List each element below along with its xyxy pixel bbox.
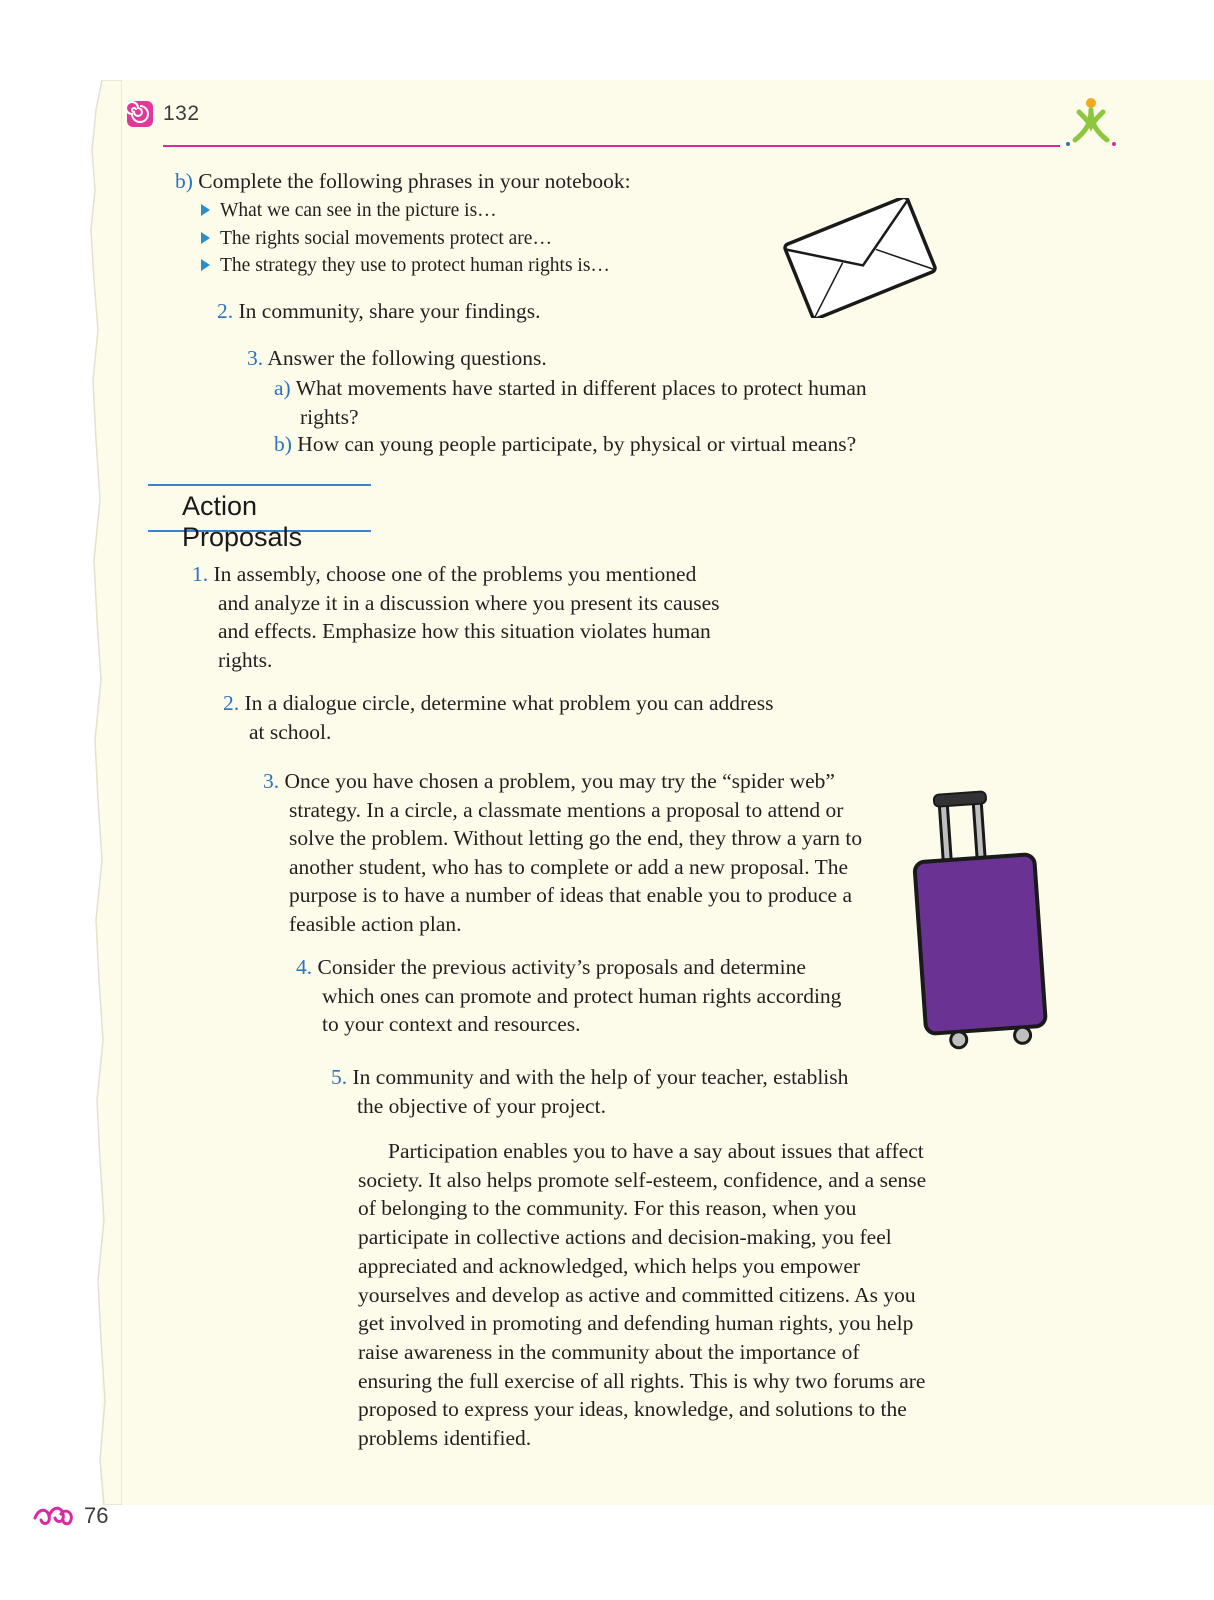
action-step-3 <box>263 767 864 938</box>
header-page-ref: 132 <box>163 102 200 125</box>
torn-edge <box>82 80 122 1505</box>
step-number: 1. <box>192 562 209 586</box>
step-number: 3. <box>247 346 264 370</box>
item-b-label: b) <box>175 169 193 193</box>
step-text: In community, share your findings. <box>238 299 541 323</box>
swirl-ornament-icon <box>31 1504 75 1530</box>
step-text: Answer the following questions. <box>267 346 547 370</box>
section-title: Action Proposals <box>182 491 303 552</box>
page-number: 76 <box>84 1503 109 1528</box>
question-text: What movements have started in different places to protect human rights? <box>295 376 867 429</box>
action-step-2 <box>223 689 779 746</box>
action-step-1 <box>192 560 723 674</box>
step-number: 2. <box>217 299 234 323</box>
section-heading <box>148 484 371 552</box>
spiral-ornament-icon <box>126 100 154 128</box>
item-b-text: Complete the following phrases in your notebook: <box>198 169 631 193</box>
envelope-icon <box>780 198 940 318</box>
participation-paragraph: Participation enables you to have a say about issues that affect society. It also helps promote self-esteem, confidence, and a sense of belonging to the community. For this reason, when you participate in collective actions and decision-making, you feel appreciated and acknowledged, which helps you empower yourselves and develop as active and committed citizens. As you get involved in promoting and defending human rights, you help raise awareness in the community about the importance of ensuring the full exercise of all rights. This is why two forums are proposed to express your ideas, knowledge, and solutions to the problems identified. <box>358 1139 927 1451</box>
step-number: 2. <box>223 691 240 715</box>
step-text: In a dialogue circle, determine what problem you can address at school. <box>244 691 774 744</box>
question-label: b) <box>274 432 292 456</box>
step-number: 3. <box>263 769 280 793</box>
phrase-list <box>200 197 610 280</box>
question-text: How can young people participate, by physical or virtual means? <box>297 432 857 456</box>
step-number: 4. <box>296 955 313 979</box>
step-text: Consider the previous activity’s proposals and determine which ones can promote and protect human rights according to your context and resources. <box>317 955 842 1036</box>
list-item: The strategy they use to protect human rights is… <box>200 252 610 280</box>
suitcase-icon <box>905 788 1055 1053</box>
step-text: In community and with the help of your teacher, establish the objective of your project. <box>352 1065 849 1118</box>
step-number: 5. <box>331 1065 348 1089</box>
step-text: In assembly, choose one of the problems you mentioned and analyze it in a discussion where you present its causes and effects. Emphasize how this situation violates human rights. <box>213 562 720 672</box>
step-2-share <box>217 297 540 326</box>
header-rule <box>163 145 1060 147</box>
action-step-4 <box>296 953 862 1039</box>
list-item: What we can see in the picture is… <box>200 197 610 225</box>
action-step-5 <box>331 1063 877 1120</box>
item-b <box>175 167 631 196</box>
question-label: a) <box>274 376 291 400</box>
step-text: Once you have chosen a problem, you may try the “spider web” strategy. In a circle, a classmate mentions a proposal to attend or solve the problem. Without letting go the end, they throw a yarn to another student, who has to complete or add a new proposal. The purpose is to have a number of ideas that enable you to produce a feasible action plan. <box>284 769 863 936</box>
list-item: The rights social movements protect are… <box>200 225 610 253</box>
sprout-logo-icon <box>1065 96 1117 150</box>
step-3-questions <box>247 344 547 373</box>
question-b <box>274 430 914 459</box>
question-a <box>274 374 900 431</box>
